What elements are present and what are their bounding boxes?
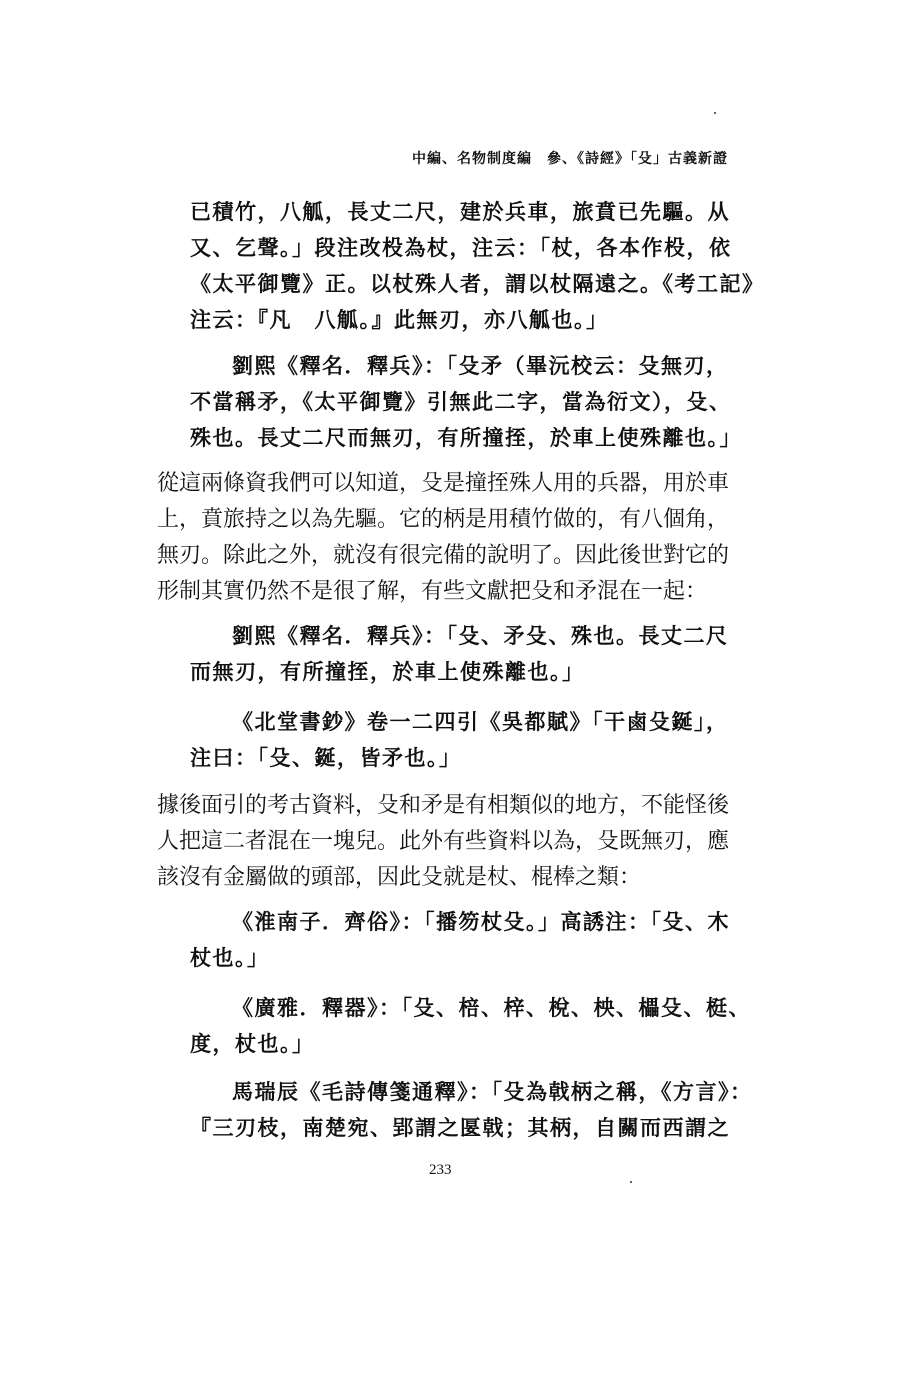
body-line: 該沒有金屬做的頭部，因此殳就是杖、棍棒之類： xyxy=(157,865,642,890)
quote-line: 劉熙《釋名．釋兵》：「殳、矛殳、殊也。長丈二尺 xyxy=(232,623,729,648)
page-number: 233 xyxy=(429,1162,452,1178)
quote-line: 殊也。長丈二尺而無刃，有所撞挃，於車上使殊離也。」 xyxy=(190,425,742,450)
quote-line: 注云：『凡 八觚。』此無刃，亦八觚也。」 xyxy=(190,307,609,332)
body-line: 從這兩條資我們可以知道，殳是撞挃殊人用的兵器，用於車 xyxy=(157,471,730,496)
quote-line: 注曰：「殳、鋋，皆矛也。」 xyxy=(190,745,462,770)
quote-line: 『三刃枝，南楚宛、郢謂之匽戟；其柄，自關而西謂之 xyxy=(190,1115,730,1140)
quote-line: 又、乞聲。」段注改杸為杖，注云：「杖，各本作杸，依 xyxy=(190,235,732,260)
quote-line: 《太平御覽》正。以杖殊人者，謂以杖隔遠之。《考工記》 xyxy=(190,271,765,296)
scan-speck xyxy=(714,112,716,114)
running-header: 中編、名物制度編 參、《詩經》「殳」古義新證 xyxy=(412,151,728,167)
scan-speck xyxy=(630,1181,632,1183)
quote-line: 《廣雅．釋器》：「殳、棓、梓、梲、柍、櫑殳、梃、 xyxy=(232,995,751,1020)
body-line: 據後面引的考古資料，殳和矛是有相類似的地方，不能怪後 xyxy=(157,793,730,818)
body-line: 人把這二者混在一塊兒。此外有些資料以為，殳既無刃，應 xyxy=(157,829,730,854)
quote-line: 《淮南子．齊俗》：「播笏杖殳。」高誘注：「殳、木 xyxy=(232,909,730,934)
quote-line: 《北堂書鈔》卷一二四引《吳都賦》「干鹵殳鋋」， xyxy=(232,709,729,734)
quote-line: 劉熙《釋名．釋兵》：「殳矛（畢沅校云：殳無刃， xyxy=(232,353,729,378)
body-line: 上，賁旅持之以為先驅。它的柄是用積竹做的，有八個角， xyxy=(157,507,730,532)
body-line: 無刃。除此之外，就沒有很完備的說明了。因此後世對它的 xyxy=(157,543,730,568)
quote-line: 馬瑞辰《毛詩傳箋通釋》：「殳為戟柄之稱，《方言》： xyxy=(232,1079,753,1104)
quote-line: 而無刃，有所撞挃，於車上使殊離也。」 xyxy=(190,659,585,684)
quote-line: 杖也。」 xyxy=(190,945,270,970)
quote-line: 已積竹，八觚，長丈二尺，建於兵車，旅賁已先驅。从 xyxy=(190,199,730,224)
quote-line: 度，杖也。」 xyxy=(190,1031,315,1056)
body-line: 形制其實仍然不是很了解，有些文獻把殳和矛混在一起： xyxy=(157,579,708,604)
quote-line: 不當稱矛，《太平御覽》引無此二字，當為衍文），殳、 xyxy=(190,389,732,414)
